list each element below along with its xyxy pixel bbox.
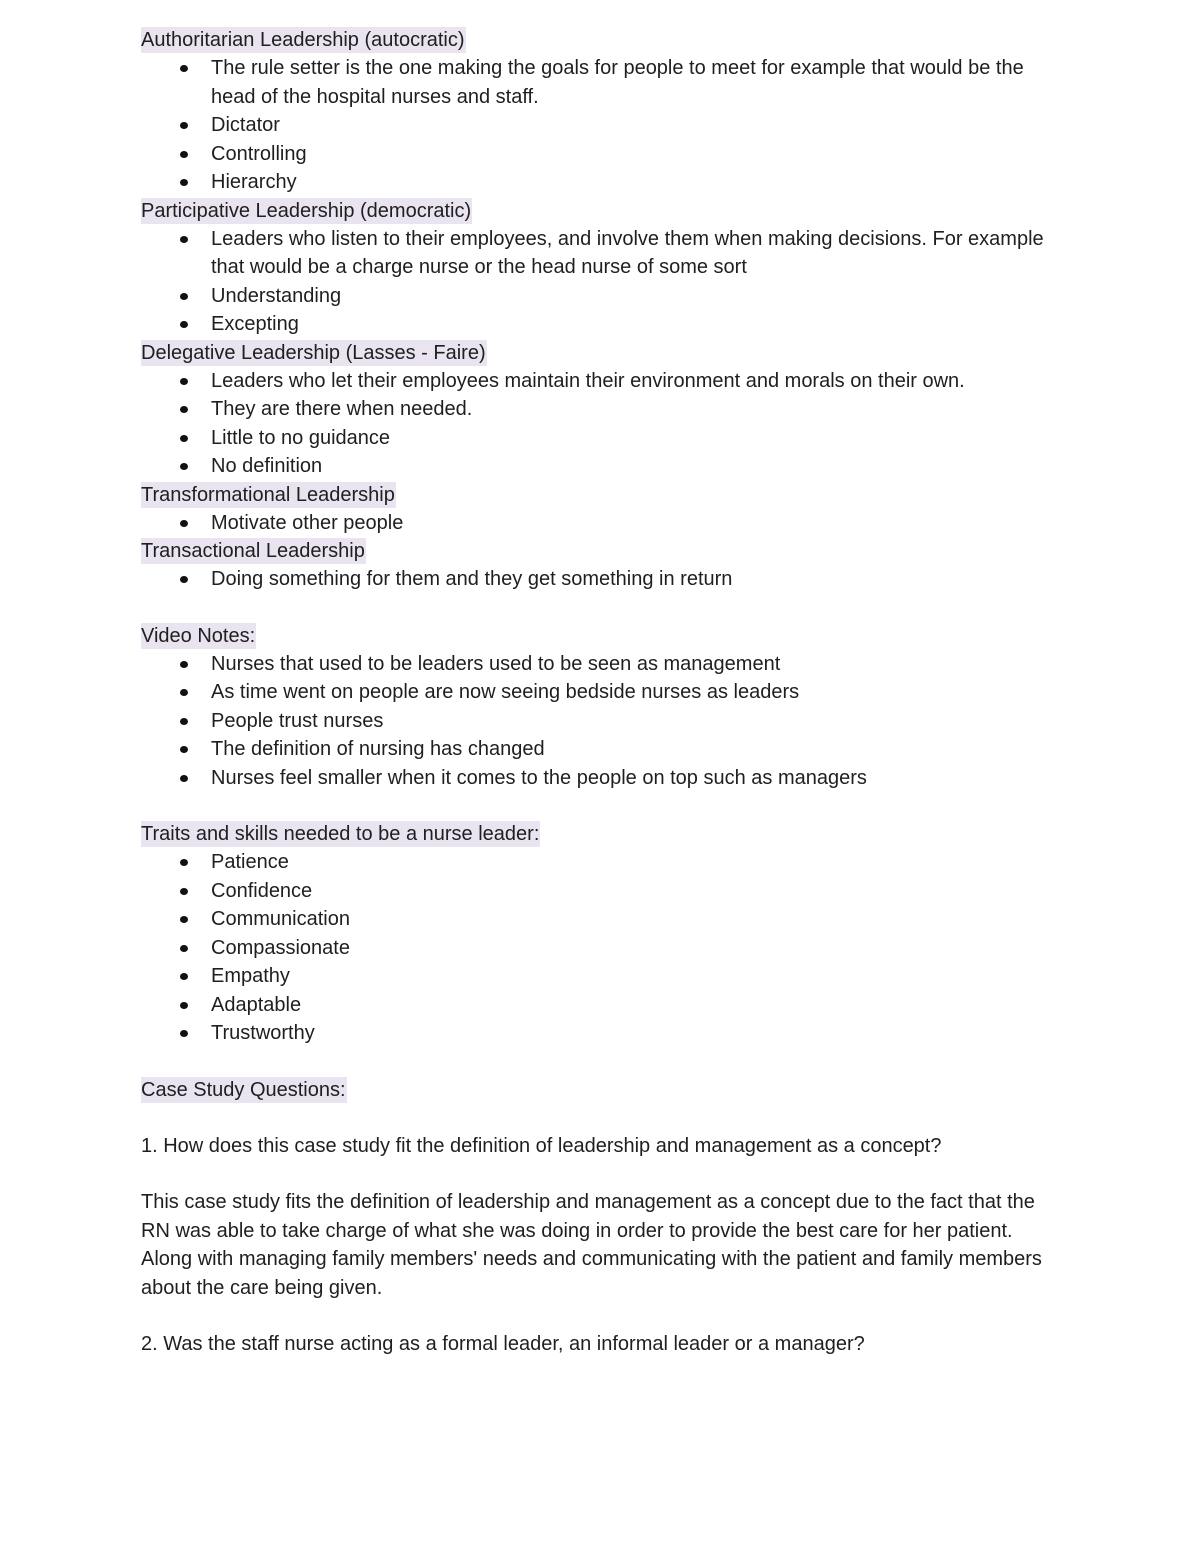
list-item: People trust nurses xyxy=(211,707,1061,736)
bullet-list-participative xyxy=(141,225,1061,339)
bullet-icon xyxy=(180,859,188,866)
section-heading-video-notes xyxy=(141,622,1061,650)
section-heading-transformational xyxy=(141,481,1061,509)
bullet-icon xyxy=(180,718,188,725)
bullet-icon xyxy=(180,945,188,952)
bullet-icon xyxy=(180,151,188,158)
bullet-icon xyxy=(180,122,188,129)
bullet-icon xyxy=(180,576,188,583)
bullet-icon xyxy=(180,293,188,300)
section-heading-participative xyxy=(141,197,1061,225)
question-1: 1. How does this case study fit the definition of leadership and management as a concept? xyxy=(141,1134,942,1157)
bullet-icon xyxy=(180,661,188,668)
list-item: Controlling xyxy=(211,140,1061,169)
section-heading-case-study xyxy=(141,1076,1061,1104)
bullet-icon xyxy=(180,179,188,186)
list-item: The rule setter is the one making the goals for people to meet for example that would be the head of the hospital nurses and staff. xyxy=(211,54,1061,111)
bullet-icon xyxy=(180,435,188,442)
bullet-icon xyxy=(180,888,188,895)
list-item: Patience xyxy=(211,848,1061,877)
bullet-icon xyxy=(180,1030,188,1037)
heading-text: Video Notes: xyxy=(141,624,256,647)
list-item: Adaptable xyxy=(211,991,1061,1020)
list-item: Confidence xyxy=(211,877,1061,906)
heading-text: Participative Leadership (democratic) xyxy=(141,199,472,222)
list-item: Hierarchy xyxy=(211,168,1061,197)
list-item: Compassionate xyxy=(211,934,1061,963)
bullet-list-traits xyxy=(141,848,1061,1048)
spacer xyxy=(141,1302,1061,1330)
question-2: 2. Was the staff nurse acting as a formal leader, an informal leader or a manager? xyxy=(141,1333,865,1356)
heading-text: Traits and skills needed to be a nurse leader: xyxy=(141,823,540,845)
spacer xyxy=(141,594,1061,622)
list-item: They are there when needed. xyxy=(211,395,1061,424)
heading-text: Delegative Leadership (Lasses - Faire) xyxy=(141,341,486,364)
heading-text: Authoritarian Leadership (autocratic) xyxy=(141,29,465,51)
bullet-icon xyxy=(180,746,188,753)
bullet-icon xyxy=(180,236,188,243)
list-item: Excepting xyxy=(211,310,1061,339)
bullet-icon xyxy=(180,463,188,470)
heading-text: Case Study Questions: xyxy=(141,1078,346,1101)
answer-1: This case study fits the definition of leadership and management as a concept due to the fact that the RN was able to take charge of what she was doing in order to provide the best care for her patient. Along with managing family members' needs and communicating with the patient and family members about the care being given. xyxy=(141,1191,1042,1299)
document-page xyxy=(141,26,1061,1359)
list-item: Doing something for them and they get something in return xyxy=(211,565,1061,594)
list-item: Empathy xyxy=(211,962,1061,991)
list-item: Communication xyxy=(211,905,1061,934)
section-heading-traits xyxy=(141,820,1061,848)
list-item: As time went on people are now seeing bedside nurses as leaders xyxy=(211,678,1061,707)
list-item: Leaders who let their employees maintain their environment and morals on their own. xyxy=(211,367,1061,396)
bullet-icon xyxy=(180,1002,188,1009)
bullet-icon xyxy=(180,321,188,328)
heading-text: Transformational Leadership xyxy=(141,483,395,506)
bullet-icon xyxy=(180,520,188,527)
bullet-icon xyxy=(180,406,188,413)
list-item: Understanding xyxy=(211,282,1061,311)
bullet-list-authoritarian xyxy=(141,54,1061,197)
bullet-list-video-notes xyxy=(141,650,1061,793)
bullet-list-transformational xyxy=(141,509,1061,538)
bullet-list-transactional xyxy=(141,565,1061,594)
list-item: The definition of nursing has changed xyxy=(211,735,1061,764)
section-heading-transactional xyxy=(141,537,1061,565)
bullet-list-delegative xyxy=(141,367,1061,481)
list-item: No definition xyxy=(211,452,1061,481)
list-item: Little to no guidance xyxy=(211,424,1061,453)
list-item: Trustworthy xyxy=(211,1019,1061,1048)
bullet-icon xyxy=(180,689,188,696)
bullet-icon xyxy=(180,775,188,782)
list-item: Leaders who listen to their employees, and involve them when making decisions. For example that would be a charge nurse or the head nurse of some sort xyxy=(211,225,1061,282)
bullet-icon xyxy=(180,916,188,923)
spacer xyxy=(141,792,1061,820)
list-item: Nurses feel smaller when it comes to the people on top such as managers xyxy=(211,764,1061,793)
spacer xyxy=(141,1160,1061,1188)
heading-text: Transactional Leadership xyxy=(141,540,365,562)
section-heading-authoritarian xyxy=(141,26,1061,54)
bullet-icon xyxy=(180,973,188,980)
bullet-icon xyxy=(180,378,188,385)
section-heading-delegative xyxy=(141,339,1061,367)
list-item: Nurses that used to be leaders used to be seen as management xyxy=(211,650,1061,679)
list-item: Dictator xyxy=(211,111,1061,140)
spacer xyxy=(141,1104,1061,1132)
spacer xyxy=(141,1048,1061,1076)
bullet-icon xyxy=(180,65,188,72)
list-item: Motivate other people xyxy=(211,509,1061,538)
